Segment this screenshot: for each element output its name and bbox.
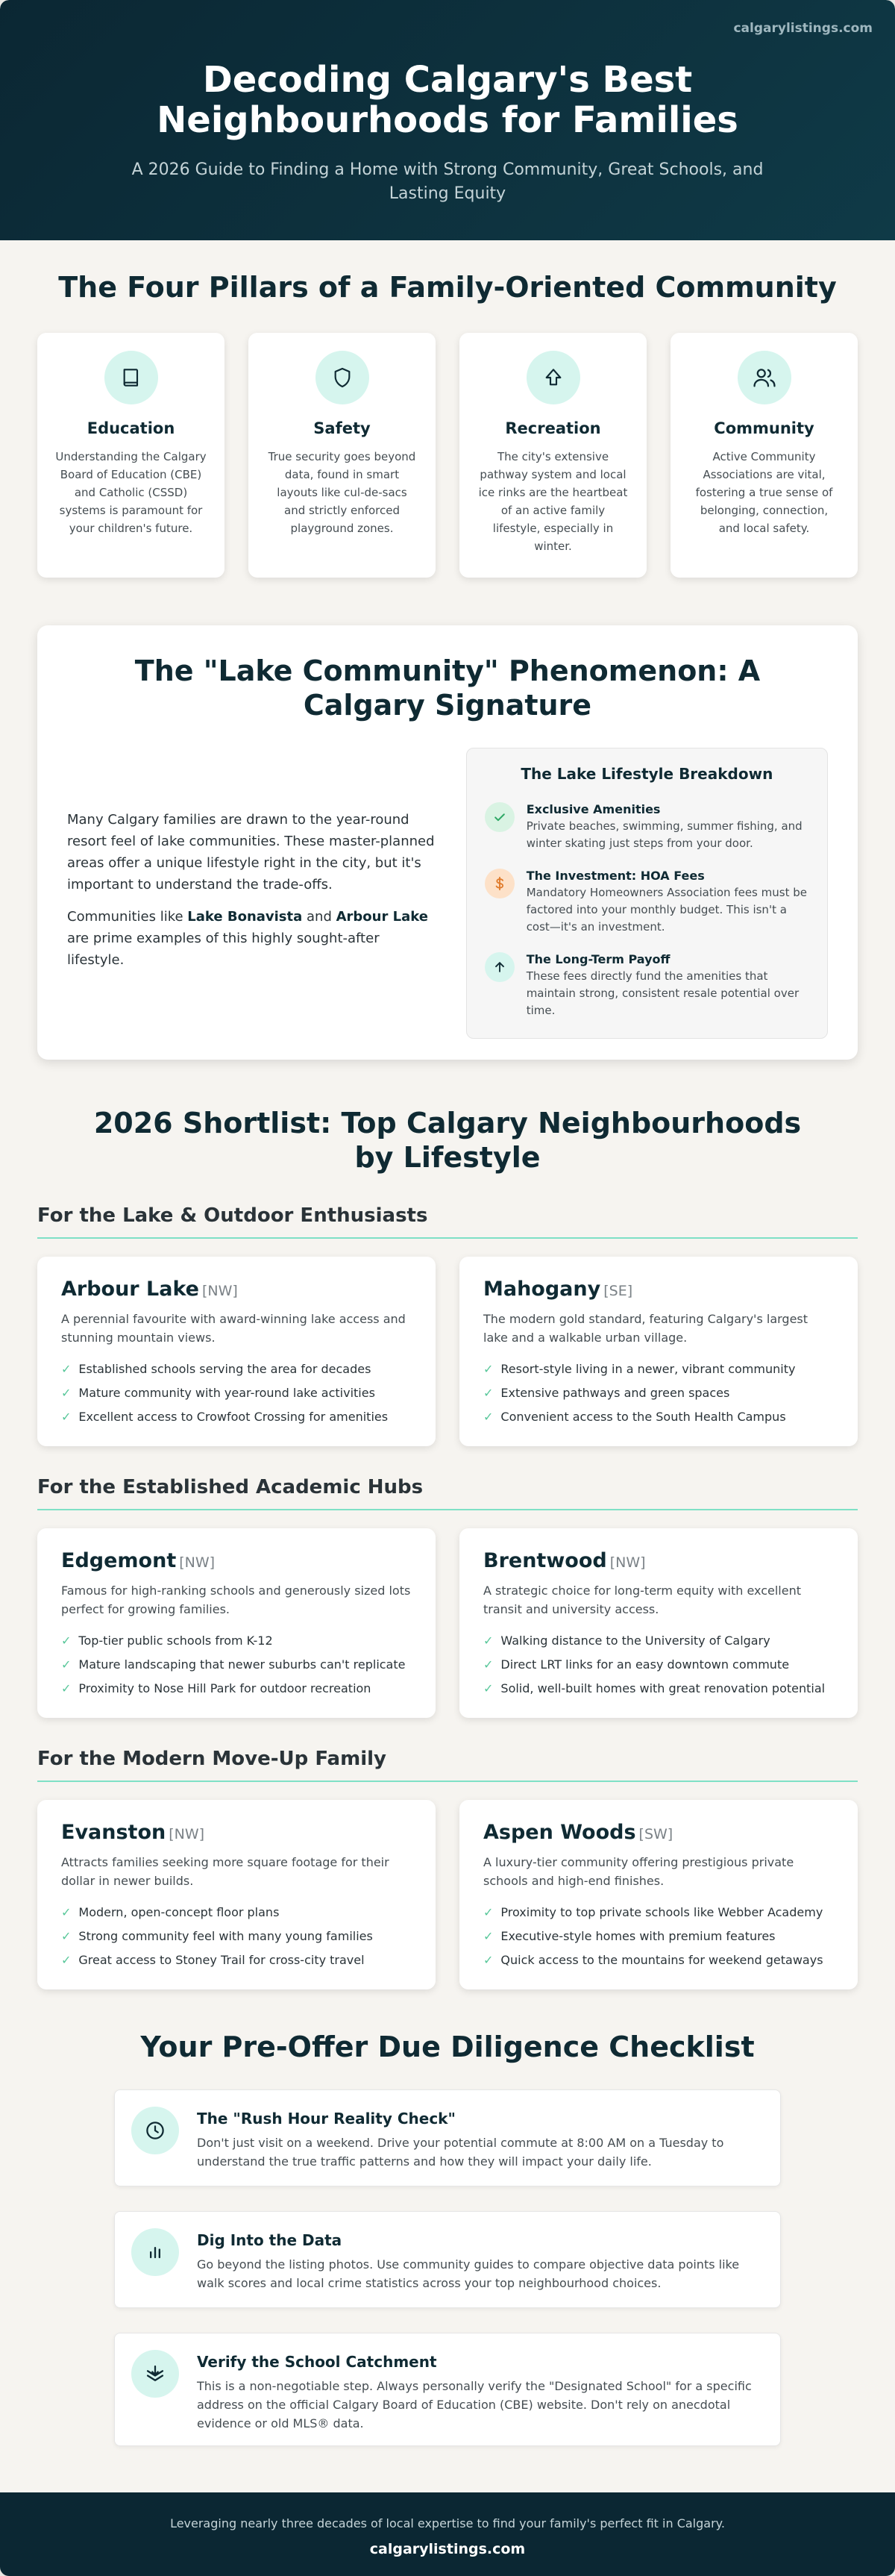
checkmark-icon: ✓ (61, 1953, 72, 1967)
checkmark-icon: ✓ (61, 1657, 72, 1672)
neighbourhood-name: Brentwood (483, 1549, 607, 1572)
checkmark-icon: ✓ (61, 1386, 72, 1400)
list-item: ✓ Excellent access to Crowfoot Crossing for amenities (61, 1410, 389, 1424)
house-arrow-icon (527, 351, 580, 404)
list-item: ✓ Extensive pathways and green spaces (483, 1386, 730, 1400)
bar-chart-icon (131, 2228, 179, 2276)
book-icon (104, 351, 158, 404)
list-item: ✓ Mature community with year-round lake activities (61, 1386, 375, 1400)
lake-section (37, 625, 858, 1060)
list-item: ✓ Solid, well-built homes with great renovation potential (483, 1681, 826, 1695)
checklist (114, 2089, 781, 2446)
checklist-item-text: Don't just visit on a weekend. Drive your potential commute at 8:00 AM on a Tuesday to understand the true traffic patterns and how they will impact your daily life. (197, 2136, 724, 2169)
checkmark-icon: ✓ (483, 1410, 494, 1424)
quadrant-tag: [NW] (169, 1826, 205, 1842)
lake-breakdown-panel (466, 748, 828, 1039)
lake-paragraph: Many Calgary families are drawn to the year-round resort feel of lake communities. These master-planned areas offer a unique lifestyle right in the city, but it's important to understand the trade-offs. (67, 812, 435, 892)
list-item: ✓ Modern, open-concept floor plans (61, 1905, 280, 1919)
checklist-item (114, 2333, 781, 2446)
lake-paragraph-examples: Communities like Lake Bonavista and Arbour Lake are prime examples of this highly sought-after lifestyle. (67, 909, 428, 968)
checklist-item-title: Dig Into the Data (197, 2231, 342, 2249)
checkmark-icon: ✓ (483, 1634, 494, 1648)
school-icon (131, 2350, 179, 2398)
breakdown-item (485, 802, 809, 852)
pillar-title: Recreation (505, 419, 601, 437)
pillar-text: Active Community Associations are vital, fostering a true sense of belonging, connection, and local safety. (695, 450, 833, 535)
shield-icon (315, 351, 369, 404)
neighbourhood-cards-row (0, 1800, 895, 1989)
clock-icon (131, 2107, 179, 2154)
neighbourhood-card (459, 1528, 858, 1718)
pillar-card-education (37, 333, 224, 578)
neighbourhood-name: Mahogany (483, 1278, 601, 1301)
list-item: ✓ Convenient access to the South Health Campus (483, 1410, 786, 1424)
neighbourhood-card (37, 1800, 436, 1989)
breakdown-item-text: Private beaches, swimming, summer fishing, and winter skating just steps from your door. (526, 819, 803, 850)
people-icon (738, 351, 791, 404)
quadrant-tag: [SE] (603, 1283, 633, 1299)
neighbourhood-name: Aspen Woods (483, 1821, 636, 1844)
list-item: ✓ Direct LRT links for an easy downtown commute (483, 1657, 790, 1672)
check-icon (485, 802, 515, 832)
neighbourhood-description: Attracts families seeking more square footage for their dollar in newer builds. (61, 1855, 389, 1888)
breakdown-item-title: The Investment: HOA Fees (526, 869, 705, 883)
neighbourhood-card (37, 1528, 436, 1718)
pillars-row (0, 333, 895, 578)
checkmark-icon: ✓ (483, 1386, 494, 1400)
lake-intro (67, 748, 436, 1039)
checkmark-icon: ✓ (61, 1362, 72, 1376)
neighbourhood-description: A strategic choice for long-term equity with excellent transit and university access. (483, 1584, 801, 1616)
pillar-title: Safety (313, 419, 371, 437)
page-title: Decoding Calgary's Best Neighbourhoods for Families (157, 59, 738, 141)
neighbourhood-name: Arbour Lake (61, 1278, 199, 1301)
checkmark-icon: ✓ (61, 1634, 72, 1648)
checkmark-icon: ✓ (483, 1681, 494, 1695)
pillar-card-safety (248, 333, 436, 578)
neighbourhood-cards-row (0, 1528, 895, 1718)
list-item: ✓ Resort-style living in a newer, vibrant community (483, 1362, 796, 1376)
checkmark-icon: ✓ (61, 1929, 72, 1943)
checkmark-icon: ✓ (483, 1953, 494, 1967)
checklist-item-title: The "Rush Hour Reality Check" (197, 2110, 456, 2128)
checkmark-icon: ✓ (61, 1905, 72, 1919)
breakdown-item (485, 952, 809, 1019)
group-title: For the Lake & Outdoor Enthusiasts (37, 1204, 858, 1239)
group-title: For the Modern Move-Up Family (37, 1748, 858, 1782)
checkmark-icon: ✓ (483, 1929, 494, 1943)
list-item: ✓ Top-tier public schools from K-12 (61, 1634, 273, 1648)
neighbourhood-description: A perennial favourite with award-winning lake access and stunning mountain views. (61, 1312, 406, 1345)
quadrant-tag: [NW] (202, 1283, 238, 1299)
checkmark-icon: ✓ (483, 1657, 494, 1672)
checkmark-icon: ✓ (61, 1681, 72, 1695)
quadrant-tag: [NW] (609, 1554, 646, 1571)
arbour-lake-highlight: Arbour Lake (336, 909, 428, 925)
shortlist-title: 2026 Shortlist: Top Calgary Neighbourhoods by Lifestyle (93, 1107, 802, 1174)
neighbourhood-description: A luxury-tier community offering prestigious private schools and high-end finishes. (483, 1855, 794, 1888)
hero-header (0, 0, 895, 240)
list-item: ✓ Executive-style homes with premium features (483, 1929, 776, 1943)
lake-title: The "Lake Community" Phenomenon: A Calgary Signature (134, 654, 761, 722)
arrow-up-icon (485, 952, 515, 982)
footer (0, 2492, 895, 2576)
checkmark-icon: ✓ (483, 1905, 494, 1919)
neighbourhood-card (459, 1257, 858, 1446)
breakdown-item-title: The Long-Term Payoff (526, 952, 671, 966)
pillar-title: Community (714, 419, 814, 437)
checklist-title: Your Pre-Offer Due Diligence Checklist (140, 2031, 755, 2063)
list-item: ✓ Strong community feel with many young families (61, 1929, 373, 1943)
page-subtitle: A 2026 Guide to Finding a Home with Strong Community, Great Schools, and Lasting Equity (131, 160, 764, 203)
quadrant-tag: [SW] (638, 1826, 673, 1842)
checklist-item-text: This is a non-negotiable step. Always personally verify the "Designated School" for a specific address on the official Calgary Board of Education (CBE) website. Don't rely on anecdotal evidence or old MLS® data. (197, 2379, 752, 2430)
list-item: ✓ Established schools serving the area for decades (61, 1362, 371, 1376)
footer-tagline: Leveraging nearly three decades of local expertise to find your family's perfect fit in Calgary. (170, 2516, 725, 2530)
lake-bonavista-highlight: Lake Bonavista (187, 909, 303, 925)
breakdown-item-text: Mandatory Homeowners Association fees must be factored into your monthly budget. This isn't a cost—it's an investment. (526, 886, 807, 934)
breakdown-title: The Lake Lifestyle Breakdown (521, 765, 773, 783)
checklist-item-text: Go beyond the listing photos. Use community guides to compare objective data points like walk scores and local crime statistics across your top neighbourhood choices. (197, 2257, 740, 2290)
pillars-title: The Four Pillars of a Family-Oriented Community (58, 271, 837, 304)
checkmark-icon: ✓ (61, 1410, 72, 1424)
list-item: ✓ Mature landscaping that newer suburbs can't replicate (61, 1657, 406, 1672)
neighbourhood-card (37, 1257, 436, 1446)
list-item: ✓ Proximity to top private schools like Webber Academy (483, 1905, 823, 1919)
neighbourhood-description: Famous for high-ranking schools and generously sized lots perfect for growing families. (61, 1584, 411, 1616)
pillar-text: True security goes beyond data, found in smart layouts like cul-de-sacs and strictly enforced playground zones. (268, 450, 416, 535)
list-item: ✓ Great access to Stoney Trail for cross-city travel (61, 1953, 365, 1967)
breakdown-item (485, 869, 809, 936)
list-item: ✓ Proximity to Nose Hill Park for outdoor recreation (61, 1681, 371, 1695)
neighbourhood-name: Edgemont (61, 1549, 177, 1572)
list-item: ✓ Walking distance to the University of Calgary (483, 1634, 770, 1648)
checklist-item-title: Verify the School Catchment (197, 2353, 437, 2371)
pillar-text: The city's extensive pathway system and local ice rinks are the heartbeat of an active family lifestyle, especially in winter. (478, 450, 628, 553)
footer-site-link[interactable]: calgarylistings.com (369, 2541, 526, 2557)
neighbourhood-cards-row (0, 1257, 895, 1446)
dollar-icon (485, 869, 515, 898)
checklist-item (114, 2089, 781, 2186)
neighbourhood-description: The modern gold standard, featuring Calgary's largest lake and a walkable urban village. (483, 1312, 808, 1345)
site-label[interactable]: calgarylistings.com (733, 21, 873, 36)
list-item: ✓ Quick access to the mountains for weekend getaways (483, 1953, 823, 1967)
pillar-card-community (671, 333, 858, 578)
checklist-item (114, 2211, 781, 2308)
quadrant-tag: [NW] (179, 1554, 216, 1571)
pillar-text: Understanding the Calgary Board of Education (CBE) and Catholic (CSSD) systems is paramount for your children's future. (55, 450, 207, 535)
pillar-card-recreation (459, 333, 647, 578)
checkmark-icon: ✓ (483, 1362, 494, 1376)
pillar-title: Education (87, 419, 175, 437)
breakdown-item-text: These fees directly fund the amenities that maintain strong, consistent resale potential over time. (526, 969, 800, 1017)
breakdown-item-title: Exclusive Amenities (526, 802, 661, 816)
group-title: For the Established Academic Hubs (37, 1476, 858, 1510)
neighbourhood-card (459, 1800, 858, 1989)
neighbourhood-name: Evanston (61, 1821, 166, 1844)
